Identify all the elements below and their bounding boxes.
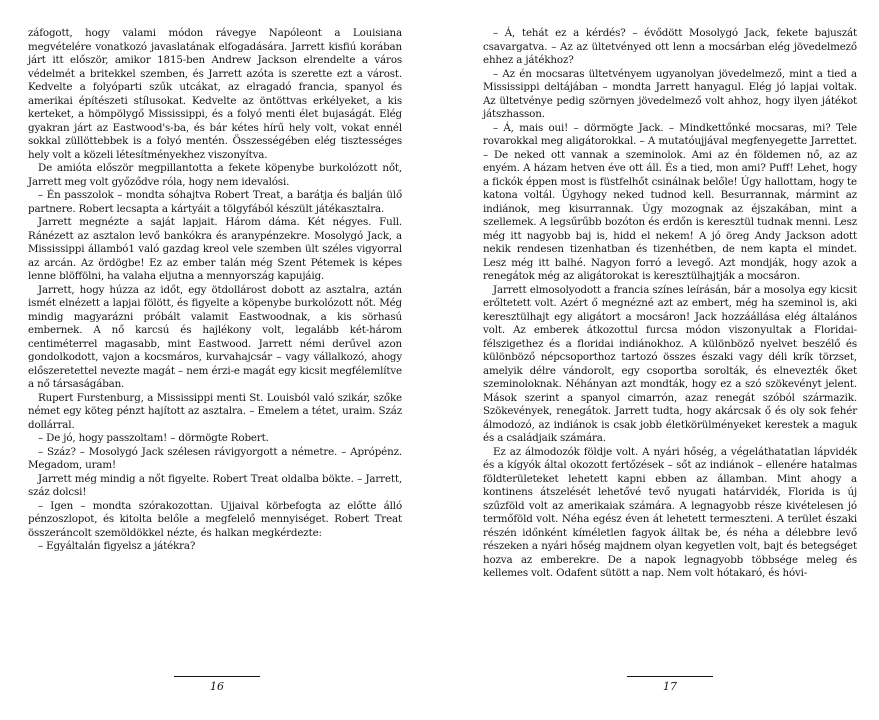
footer-rule	[174, 676, 260, 677]
paragraph: – Egyáltalán figyelsz a játékra?	[38, 540, 196, 552]
footer-rule	[627, 676, 713, 677]
paragraph: – Száz? – Mosolygó Jack szélesen rávigyorgott a németre. – Aprópénz. Megadom, uram!	[28, 445, 402, 471]
paragraph: Jarrett megnézte a saját lapjait. Három dáma. Két négyes. Full. Ránézett az asztalon levő bankókra és aranypénzekre. Mosolygó Jack, a Mississippi állambó1 való gazdag kreol vele szemben ült széles vigyorral az arcán. Az ördögbe! Ez az ember talán még Szent Pétemek is képes lenne blöffölni, ha valaha eljutna a mennyország kapujáig.	[28, 216, 402, 282]
paragraph: Jarrett elmosolyodott a francia színes leírásán, bár a mosolya egy kicsit erőltetett volt. Azért ő megnézné azt az embert, még ha szeminol is, aki keresztülhajt egy aligátort a mocsáron! Jack hozzáállása elég általános volt. Az emberek átkozottul furcsa módon viszonyultak a Floridai-félszigethez és a floridai indiánokhoz. A különböző nyelvet beszélő és különböző népcsoporthoz tartozó összes északi vagy déli krík törzset, amelyik délre vándorolt, egy csoportba sorolták, és elnevezték őket szeminoloknak. Néhányan azt mondták, hogy ez a szó szökevényt jelent. Mások szerint a spanyol cimarrón, azaz renegát szóból származik. Szökevények, renegátok. Jarrett tudta, hogy akárcsak ő és oly sok fehér álmodozó, az indiánok is csak jobb életkörülményeket kerestek a maguk és a családjaik számára.	[483, 283, 857, 444]
paragraph: Rupert Furstenburg, a Mississippi menti St. Louisból való szikár, szőke német egy köteg pénzt hajított az asztalra. – Emelem a tétet, uraim. Száz dollárral.	[28, 391, 402, 431]
paragraph: Jarrett, hogy húzza az időt, egy ötdollárost dobott az asztalra, aztán ismét elnézett a lapjai fölött, és figyelte a köpenybe burkolózott nőt. Még mindig magyarázni próbált valamit Eastwoodnak, a kis sörhasú embernek. A nő karcsú és hajlékony volt, legalább két-három centiméterrel magasabb, mint Eastwood. Jarrett némi derűvel azon gondolkodott, vajon a kocsmáros, kurvahajcsár – vagy vállalkozó, ahogy előszeretettel nevezte magát – nem érzi-e magát egy kicsit megfélemlítve a nő társaságában.	[28, 283, 402, 390]
paragraph: záfogott, hogy valami módon rávegye Napóleont a Louisiana megvételére vonatkozó javaslatának elfogadására. Jarrett kisfiú korában járt itt először, amikor 1815-ben Andrew Jackson elrendelte a város védelmét a britekkel szemben, és Jarrett azóta is szerette ezt a várost. Kedvelte a folyóparti szűk utcákat, az elragadó francia, spanyol és amerikai építészeti stílusokat. Kedvelte az öntöttvas erkélyeket, a kis kerteket, a hömpölygő Mississippi, és a folyó menti élet bujaságát. Elég gyakran járt az Eastwood's-ba, és bár kétes hírű hely volt, vokat ennél sokkal züllöttebbek is a folyó mentén. Összességében elég tisztességes hely volt a közeli létesítményekhez viszonyítva.	[28, 27, 402, 161]
paragraph: – Igen – mondta szórakozottan. Ujjaival körbefogta az előtte álló pénzoszlopot, és kitolta belőle a megfelelő mennyiséget. Robert Treat összeráncolt szemöldökkel nézte, és halkan megkérdezte:	[28, 499, 402, 539]
paragraph: – Á, mais oui! – dörmögte Jack. – Mindkettőnké mocsaras, mi? Tele rovarokkal meg aligátorokkal. – A mutatóujjával megfenyegette Jarrettet. – De neked ott vannak a szeminolok. Ami az én földemen nő, az az enyém. A házam hetven éve ott áll. És a tied, mon ami? Puff! Lehet, hogy a fickók éppen most is füstfelhőt csinálnak belőle! Úgy hallottam, hogy te katona voltál. Úgyhogy neked tudnod kell. Besurrannak, mármint az indiánok, meg kisurrannak. Úgy mozognak az éjszakában, mint a szellemek. A legsűrűbb bozóton és erdőn is keresztül tudnak menni. Lesz még itt nagyobb baj is, hidd el nekem! A jó öreg Andy Jackson adott nekik rendesen tizenhatban és tizenhétben, de nem kapta el mindet. Lesz még itt balhé. Nagyon forró a levegő. Azt mondják, hogy azok a renegátok még az aligátorokat is keresztülhajtják a mocsáron.	[483, 121, 857, 282]
paragraph: – Én passzolok – mondta sóhajtva Robert Treat, a barátja és balján ülő partnere. Robert lecsapta a kártyáit a tölgyfából készült játékasztalra.	[28, 189, 402, 215]
paragraph: – De jó, hogy passzoltam! – dörmögte Robert.	[38, 432, 269, 444]
paragraph: De amióta először megpillantotta a fekete köpenybe burkolózott nőt, Jarrett meg volt győződve róla, hogy nem idevalósi.	[28, 162, 402, 188]
paragraph: – Az én mocsaras ültetvényem ugyanolyan jövedelmező, mint a tied a Mississippi deltájában – mondta Jarrett hanyagul. Elég jó lapjai voltak. Az ültetvénye pedig szörnyen jövedelmező volt ahhoz, hogy ilyen játékot játszhasson.	[483, 67, 857, 120]
page-number: 16	[210, 680, 224, 693]
left-page-text	[28, 27, 402, 554]
paragraph: – Á, tehát ez a kérdés? – évődött Mosolygó Jack, fekete bajuszát csavargatva. – Az az ültetvényed ott lenn a mocsárban elég jövedelmező ehhez a játékhoz?	[483, 27, 857, 66]
paragraph: Ez az álmodozók földje volt. A nyári hőség, a végeláthatatlan lápvidék és a kígyók által okozott fertőzések – sőt az indiánok – ellenére hatalmas földterületeket lehetett kapni ebben az államban. Mint ahogy a kontinens átszelését lehetővé tevő nyugati határvidék, Florida is új szűzföld volt az amerikaiak számára. A legnagyobb része kivételesen jó termőföld volt. Néha egész éven át lehetett termeszteni. A terület északi részén időnként kíméletlen fagyok álltak be, és néha a délebbre levő részeken a nyári hőség majdnem olyan kegyetlen volt, bajt és betegséget hozva az emberekre. De a napok legnagyobb többsége meleg és kellemes volt. Odafent sütött a nap. Nem volt hótakaró, és hóvi-	[483, 445, 857, 579]
right-page	[483, 0, 857, 720]
paragraph: Jarrett még mindig a nőt figyelte. Robert Treat oldalba bökte. – Jarrett, száz dolcsi!	[28, 472, 402, 498]
left-page	[28, 0, 402, 720]
page-number: 17	[663, 680, 677, 693]
right-page-text	[483, 27, 857, 581]
